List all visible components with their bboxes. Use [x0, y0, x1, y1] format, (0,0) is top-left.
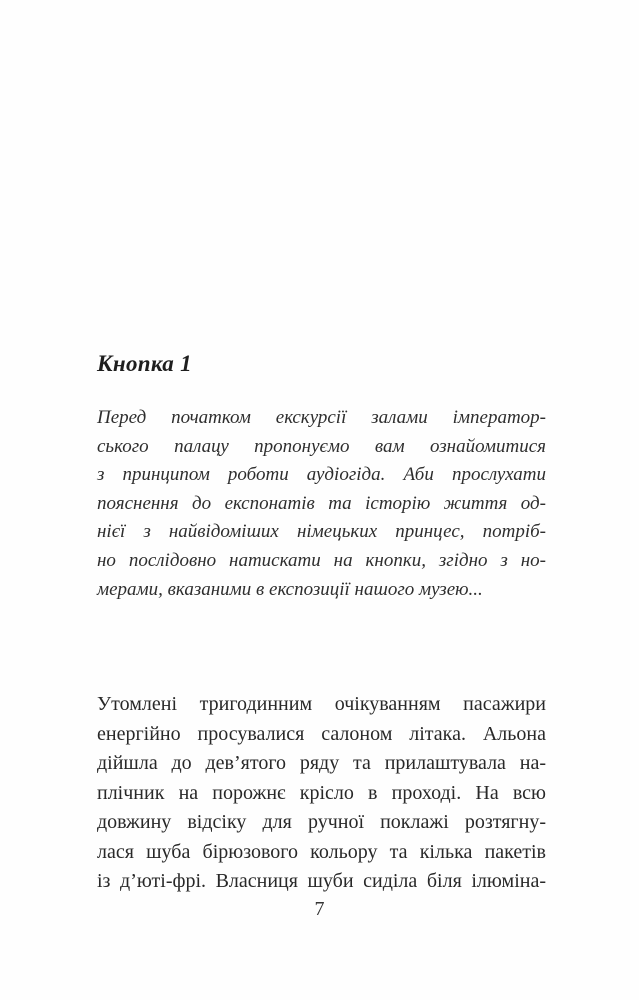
chapter-heading: Кнопка 1 [97, 351, 192, 376]
text-line: довжину відсіку для ручної поклажі розтягну- [97, 811, 546, 833]
text-line: із д’юті-фрі. Власниця шуби сиділа біля ілюміна- [97, 870, 546, 892]
text-line: мерами, вказаними в експозиції нашого музею... [97, 578, 483, 600]
text-line: лася шуба бірюзового кольору та кілька пакетів [97, 840, 546, 863]
text-line: з принципом роботи аудіогіда. Аби прослухати [97, 464, 546, 486]
text-line: Перед початком екскурсії залами імператор- [97, 407, 546, 428]
body-paragraph [97, 690, 546, 897]
text-line: плічник на порожнє крісло в проході. На всю [97, 781, 546, 804]
epigraph-paragraph [97, 404, 546, 604]
text-line: но послідовно натискати на кнопки, згідно з но- [97, 549, 546, 571]
page-number: 7 [314, 898, 325, 920]
text-line: пояснення до експонатів та історію життя од- [97, 492, 546, 514]
text-line: дійшла до дев’ятого ряду та прилаштувала на- [97, 752, 546, 774]
text-line: нієї з найвідоміших німецьких принцес, потріб- [97, 521, 546, 543]
text-line: ського палацу пропонуємо вам ознайомитися [97, 435, 546, 457]
text-line: Утомлені тригодинним очікуванням пасажири [97, 693, 546, 715]
text-line: енергійно просувалися салоном літака. Альона [97, 722, 546, 745]
